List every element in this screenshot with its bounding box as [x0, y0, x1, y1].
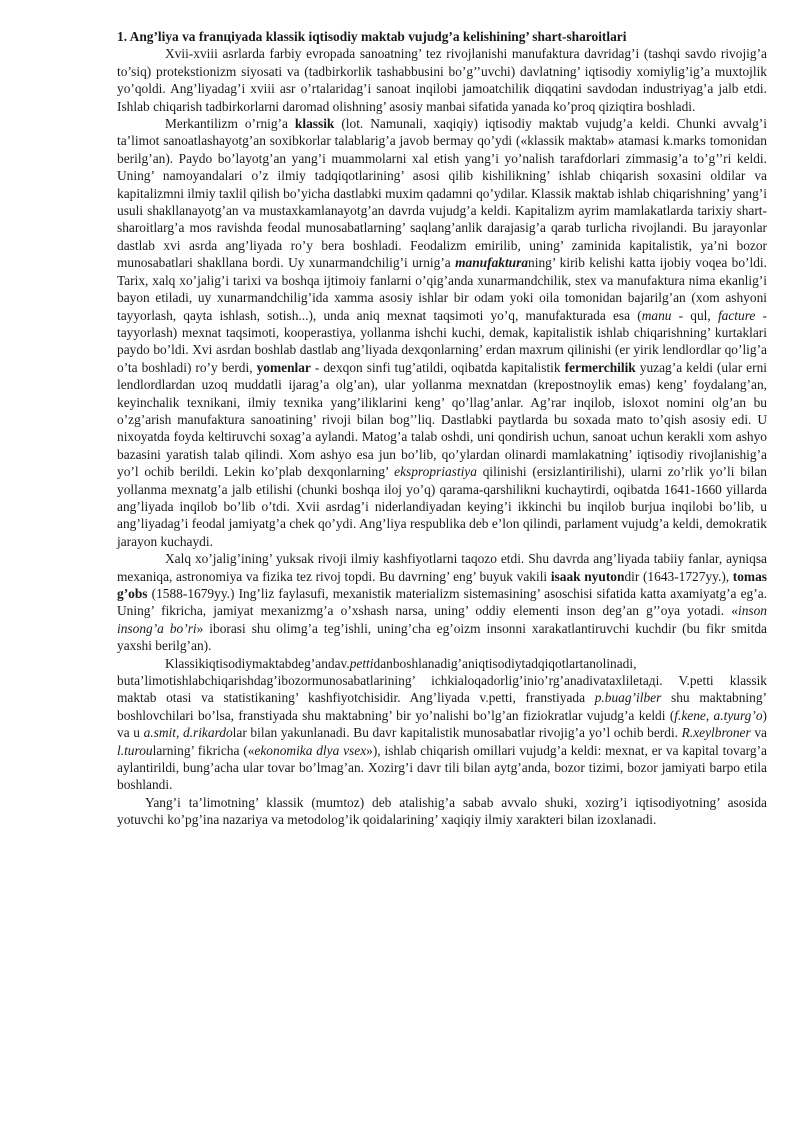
text-run: Xalq xo’jalig’ining’ yuksak rivoji ilmiy kashfiyotlarni taqozo etdi. Shu davrda ang’liyada tabiiy fanlar, ayniqsa mexaniqa, astronomiya va fizika tez rivoj topdi. Bu davrning’ eng’ buyuk vakili — [117, 551, 767, 584]
section-heading: 1. Ang’liya va franцiyada klassik iqtisodiy maktab vujudg’a kelishining’ shart-sharoitlari — [117, 29, 627, 44]
text-run: qilinishi (ersizlantirilishi), ularni zo’rlik yo’li bilan yollanma mexnatg’a jalb etilishi (chunki boshqa iloj yo’q) qarama-qarshilikni kuchaytirdi, oqibatda 1641-1660 yillarda ang’liyada inqilob bo’lib o’tdi. Xvii asrdag’i niderlandiyadan keying’i ikkinchi bu inqilob burjua inqilobi bo’lib, u ang’liyadag’i feodal jamiyatg’a chek qo’ydi. Ang’liya respublika deb e’lon qilindi, parlament vujudg’a keldi, demokratik jarayon kuchaydi. — [117, 464, 767, 549]
paragraph-5: Yang’i ta’limotning’ klassik (mumtoz) deb atalishig’a sabab avvalo shuki, xozirg’i iqtisodiyotning’ asosida yotuvchi ko’pg’ina nazariya va metodolog’ik qoidalarining’ xaqiqiy ilmiy xarakteri bilan izoxlanadi. — [117, 794, 767, 828]
text-run: Merkantilizm o’rnig’a — [165, 116, 295, 132]
text-run: larning’ fikricha (« — [152, 742, 255, 758]
text-run: ning’ kirib kelishi katta ijobiy voqea bo’ldi. Tarix, xalq xo’jalig’i tarixi va boshqa ijtimoiy fanlarni o’qig’anda xunarmandchilik, stex va manufaktura nima ekanlig’i bayon etiladi, uy xunarmandchilig’ida xamma asosiy ishlar bir odam yoki oila tomonidan bajarilg’an (xom ashyoni tayyorlash, qayta ishlash, sotish...), unda aniq mexnat taqsimoti yo’q, manufakturada esa ( — [117, 255, 767, 323]
text-run: (lot. Namunali, xaqiqiy) iqtisodiy maktab vujudg’a keldi. Chunki avvalg’i ta’limot sanoatlashayotg’an soxibkorlar talablarig’a javob bermay qo’ydi («klassik maktab» atamasi k.marks tomonidan berilg’an). Paydo bo’layotg’an yang’i muammolarni xal etish yang’i yo’nalish tarafdorlari zimmasig’a to’g’’ri keldi. Uning’ namoyandalari o’z ilmiy tadqiqotlarining’ asosi qilib kishilikning’ ishlab chiqarish soxasini oldilar va kapitalizmni ilmiy taxlil qilish bo’yicha dastlabki muxim qadamni qo’ydilar. Klassik maktab ishlab chiqarishning’ yang’i usuli shakllanayotg’an va mustaxkamlanayotg’an davrda vujudg’a keldi. Kapitalizm ayrim mamlakatlarda tarixiy shart-sharoitlarg’a mos ravishda feodal munosabatlarning’ saqlang’anlik darajasig’a qarab turlicha rivojlandi. Bu jarayonlar dastlab xvi asrda ang’liyada ro’y bera boshladi. Feodalizm emirilib, uning’ zaminida kapitalistik, ya’ni bozor munosabatlari shakllana bordi. Uy xunarmandchilig’i urnig’a — [117, 116, 767, 271]
text-run: shu maktabning’ boshlovchilari bo’lsa, franstiyada shu maktabning’ bir yo’nalishi bo’lg’an fiziokratlar vujudg’a keldi ( — [117, 690, 767, 723]
text-run: - qul, — [671, 307, 718, 323]
bold-term: fermerchilik — [564, 359, 636, 375]
italic-term: a.smit, d.rikardo — [143, 725, 233, 741]
text-run: » iborasi shu olimg’a teg’ishli, uning’cha eg’oizm insonni xarakatlantiruvchi kuchdir (bu fikr smitda yaxshi berilg’an). — [117, 620, 767, 654]
italic-term: ekspropriastiya — [394, 464, 477, 480]
paragraph-4 — [117, 655, 767, 794]
text-run: - tayyorlash) mexnat taqsimoti, kooperastiya, yollanma ishchi kuchi, demak, kapitalistik ishlab chiqarishning’ kurtaklari paydo bo’ldi. Xvi asrdan boshlab dastlab ang’liyada dexqonlarning’ erdan maxrum qilinishi (er yirik lendlordlar qo’lig’a o’ta boshladi) ro’y berdi, — [117, 307, 768, 375]
italic-term: petti — [349, 655, 374, 671]
bold-term: yomenlar — [256, 359, 311, 375]
bold-term: isaak nyuton — [550, 568, 625, 584]
bold-term: klassik — [294, 116, 335, 132]
text-run: va — [750, 725, 767, 741]
text-run: Klassikiqtisodiymaktabdeg’andav. — [165, 655, 350, 671]
italic-term: inson insong’a bo’ri — [117, 603, 767, 636]
paragraph-2 — [117, 115, 767, 550]
paragraph-1: Xvii-xviii asrlarda farbiy evropada sanoatning’ tez rivojlanishi manufaktura davridag’i (tashqi savdo rivojig’a to’siq) protekstionizm siyosati va (tadbirkorlik tashabbusini bo’g’’uvchi) davlatning’ iqtisodiy xomiylig’ig’a muxtojlik yo’qoldi. Ang’liyadag’i xviii asr o’rtalaridag’i sanoat inqilobi jamoatchilik diqqatini savdodan industriyag’a jalb etdi. Ishlab chiqarish tadbirkorlarni daromad olishning’ asosiy manbai sifatida yanada ko’proq qiziqtira boshladi. — [117, 46, 767, 114]
document-page — [117, 28, 767, 829]
text-run: »), ishlab chiqarish omillari vujudg’a keldi: mexnat, er va kapital tovarg’a aylantirildi, bung’acha ular tovar bo’lmag’an. Xozirg’i davr tili bilan aytg’anda, bozor tizimi, bozor jamiyati barpo etila boshlandi. — [117, 742, 767, 793]
text-run: lar bilan yakunlanadi. Bu davr kapitalistik munosabatlar rivojig’a yo’l ochib berdi. — [232, 725, 682, 741]
text-run: yuzag’a keldi (ular erni lendlordlardan uzoq muddatli ijarag’a olg’an), ular yollanma mexnatdan (krepostnoylik emas) keng’ foydalang’an, keyinchalik texnikani, ilmiy texnika yang’iliklarini keng’ qo’llag’anlar. Ag’rar inqilob, isloxot nomini olg’an bu o’zg’arish manufaktura sanoatining’ rivoji bilan bog’’liq. Dastlabki paytlarda bu soxada mato to’qish asosiy edi. U nixoyatda foyda keltiruvchi soxag’a aylandi. Matog’a talab oshdi, uni qondirish uchun, sanoat uchun kerakli xom ashyo bazasini yaratish talab qilindi. Xom ashyo esa jun bo’lib, qo’ylardan olinardi mamlakatning’ iqtisodiy rivojlanishig’a yo’l ochib berildi. Lekin ko’plab dexqonlarning’ — [117, 359, 768, 480]
italic-term: l.turou — [117, 742, 153, 758]
text-run: - dexqon sinfi tug’atildi, oqibatda kapitalistik — [310, 359, 565, 375]
text-run: ) va u — [117, 707, 767, 741]
text-run: (1588-1679yy.) Ing’liz faylasufi, mexanistik materializm sistemasining’ asoschisi sifatida katta axamiyatg’a eg’a. Uning’ fikricha, jamiyat mexanizmg’a o’xshash narsa, uning’ oddiy elementi inson deg’an g’’oya yotadi. « — [117, 586, 767, 619]
text-run: danboshlanadig’aniqtisodiytadqiqotlartanolinadi, buta’limotishlabchiqarishdag’ibozormunosabatlarining’ ichkialoqadorlig’inio’rg’anadivataxliletaдi. V.petti klassik maktab otasi va statistikaning’ kashfiyotchisidir. Ang’liyada v.petti, franstiyada — [117, 655, 767, 706]
bold-term: tomas g’obs — [117, 568, 767, 601]
italic-term: R.xeylbroner — [681, 725, 751, 741]
italic-term: facture — [717, 307, 756, 323]
italic-term: ekonomika dlya vsex — [254, 742, 367, 758]
italic-term: p.buag’ilber — [594, 690, 662, 706]
italic-term: f.kene, a.tyurg’o — [674, 707, 763, 723]
text-run: dir (1643-1727yy.), — [624, 568, 733, 584]
paragraph-3 — [117, 550, 767, 654]
bold-italic-term: manufaktura — [455, 255, 529, 271]
italic-term: manu — [641, 307, 672, 323]
